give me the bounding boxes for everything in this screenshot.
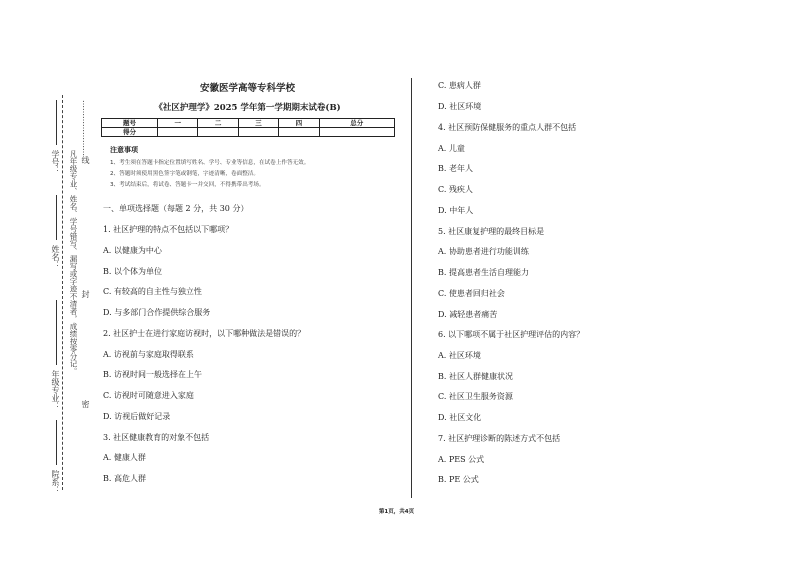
option-line: D. 访视后做好记录 xyxy=(103,412,171,421)
exam-title: 《社区护理学》2025 学年第一学期期末试卷(B) xyxy=(154,103,341,113)
score-table-cell: 三 xyxy=(238,119,278,128)
option-line: A. PES 公式 xyxy=(438,455,485,464)
class-field[interactable] xyxy=(56,300,57,365)
notice-item: 1、考生须在答题卡指定位置填写姓名、学号、专业等信息，在试卷上作答无效。 xyxy=(110,160,310,166)
option-line: B. PE 公式 xyxy=(438,475,479,484)
notice-item: 2、答题时须使用黑色签字笔或钢笔，字迹清晰，卷面整洁。 xyxy=(110,171,259,177)
school-name: 安徽医学高等专科学校 xyxy=(199,83,295,94)
option-line: A. 社区环境 xyxy=(438,351,481,360)
score-table xyxy=(101,118,395,137)
score-input-cell[interactable] xyxy=(238,128,278,137)
campus-label: 院系： xyxy=(51,470,60,494)
option-line: C. 有较高的自主性与独立性 xyxy=(103,287,202,296)
option-line: C. 社区卫生服务资源 xyxy=(438,392,513,401)
name-field[interactable] xyxy=(56,195,57,240)
student-id-label: 学号： xyxy=(51,150,60,174)
student-id-field[interactable] xyxy=(56,100,57,145)
option-line: C. 访视时可随意进入家庭 xyxy=(103,391,194,400)
option-line: B. 社区人群健康状况 xyxy=(438,372,513,381)
page-number: 第1页，共4页 xyxy=(378,509,415,515)
option-line: C. 患病人群 xyxy=(438,81,481,90)
seal-mark-seal: 封 xyxy=(81,290,90,298)
score-table-cell: 四 xyxy=(279,119,319,128)
name-label: 姓名： xyxy=(51,245,60,269)
option-line: A. 以健康为中心 xyxy=(103,246,162,255)
score-input-cell[interactable] xyxy=(319,128,394,137)
question-line: 6. 以下哪项不属于社区护理评估的内容？ xyxy=(438,330,585,339)
option-line: C. 残疾人 xyxy=(438,185,473,194)
score-input-cell[interactable] xyxy=(198,128,238,137)
score-input-cell[interactable] xyxy=(158,128,198,137)
score-input-cell[interactable] xyxy=(279,128,319,137)
option-line: D. 社区文化 xyxy=(438,413,482,422)
score-table-cell: 一 xyxy=(158,119,198,128)
option-line: A. 儿童 xyxy=(438,144,465,153)
question-line: 3. 社区健康教育的对象不包括 xyxy=(103,433,210,442)
score-table-score-row xyxy=(102,128,395,137)
option-line: B. 提高患者生活自理能力 xyxy=(438,268,529,277)
score-table-header-row xyxy=(102,119,395,128)
option-line: A. 健康人群 xyxy=(103,453,146,462)
option-line: B. 以个体为单位 xyxy=(103,267,162,276)
binding-warning: 凡年级专业、姓名、学号错写、漏写或字迹不清者，成绩按零分记。 xyxy=(69,150,78,375)
question-line: 4. 社区预防保健服务的重点人群不包括 xyxy=(438,123,577,132)
score-table-cell: 总分 xyxy=(319,119,394,128)
section-heading: 一、单项选择题（每题 2 分，共 30 分） xyxy=(103,204,249,213)
option-line: A. 协助患者进行功能训练 xyxy=(438,247,529,256)
column-divider xyxy=(411,78,412,498)
notice-heading: 注意事项 xyxy=(110,146,138,154)
class-label: 年级专业： xyxy=(51,370,60,410)
question-line: 1. 社区护理的特点不包括以下哪项？ xyxy=(103,225,234,234)
seal-mark-line: …………………线 xyxy=(81,100,90,164)
option-line: C. 使患者回归社会 xyxy=(438,289,505,298)
option-line: D. 社区环境 xyxy=(438,102,482,111)
score-table-cell: 得分 xyxy=(102,128,158,137)
option-line: A. 访视前与家庭取得联系 xyxy=(103,350,194,359)
binding-dashed-line xyxy=(62,95,63,490)
notice-item: 3、考试结束后，将试卷、答题卡一并交回，不得携带出考场。 xyxy=(110,182,265,188)
option-line: B. 老年人 xyxy=(438,164,473,173)
option-line: B. 访视时间一般选择在上午 xyxy=(103,370,202,379)
question-line: 2. 社区护士在进行家庭访视时，以下哪种做法是错误的？ xyxy=(103,329,306,338)
option-line: D. 中年人 xyxy=(438,206,474,215)
seal-mark-secret: 密 xyxy=(81,400,90,408)
option-line: D. 与多部门合作提供综合服务 xyxy=(103,308,211,317)
option-line: D. 减轻患者痛苦 xyxy=(438,310,498,319)
score-table-cell: 题号 xyxy=(102,119,158,128)
score-table-cell: 二 xyxy=(198,119,238,128)
question-line: 5. 社区康复护理的最终目标是 xyxy=(438,227,545,236)
question-line: 7. 社区护理诊断的陈述方式不包括 xyxy=(438,434,561,443)
campus-field[interactable] xyxy=(56,420,57,465)
option-line: B. 高危人群 xyxy=(103,474,146,483)
